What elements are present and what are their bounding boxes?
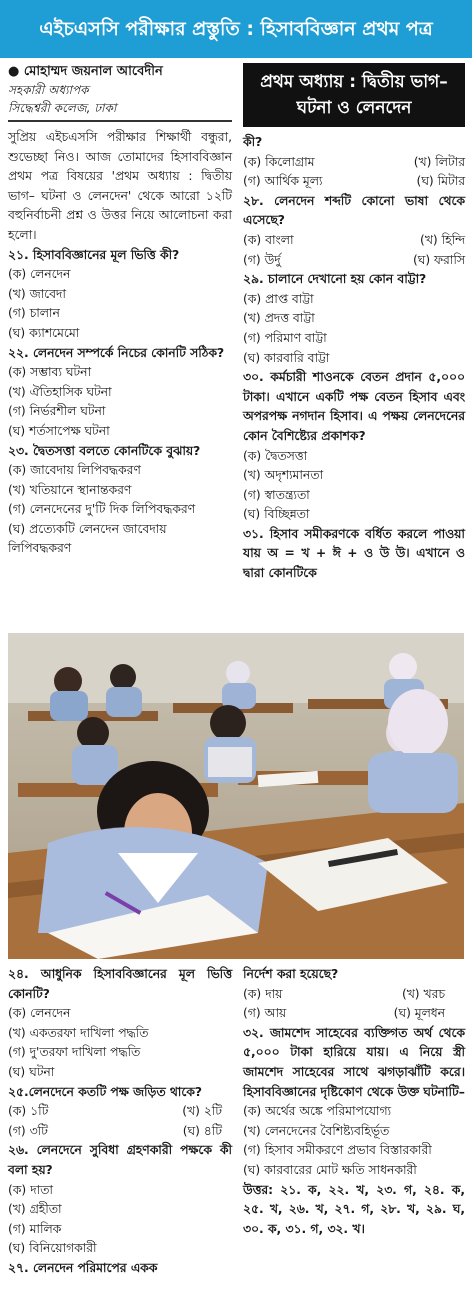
option: (ঘ) বিচ্ছিন্নতা bbox=[243, 507, 310, 522]
option: (গ) মালিক bbox=[8, 1221, 62, 1236]
option: (ক) লেনদেন bbox=[8, 267, 71, 282]
option: (গ) হিসাব সমীকরণে প্রভাব বিস্তারকারী bbox=[243, 1143, 432, 1158]
option: (গ) নির্ভরশীল ঘটনা bbox=[8, 404, 106, 419]
left-column bbox=[8, 63, 232, 559]
option: (ঘ) কারবারের মোট ক্ষতি সাধনকারী bbox=[243, 1162, 417, 1177]
author-role: সহকারী অধ্যাপক bbox=[8, 83, 89, 97]
question-26: ২৬. লেনদেনে সুবিধা গ্রহণকারী পক্ষকে কী বলা হয়? bbox=[8, 1143, 232, 1177]
option: (ঘ) প্রত্যেকটি লেনদেন জাবেদায় লিপিবদ্ধকরণ bbox=[8, 521, 167, 556]
exam-hall-photo bbox=[8, 633, 464, 959]
answer-key: উত্তর: ২১. ক, ২২. খ, ২৩. গ, ২৪. ক, ২৫. খ, ২৬. খ, ২৭. গ, ২৮. খ, ২৯. ঘ, ৩০. ক, ৩১. গ, ৩২. খ। bbox=[243, 1182, 465, 1236]
option: (ক) দায় bbox=[243, 986, 283, 1001]
question-28: ২৮. লেনদেন শব্দটি কোনো ভাষা থেকে এসেছে? bbox=[243, 193, 465, 228]
option: (খ) লেনদেনের বৈশিষ্ট্যবহির্ভূত bbox=[243, 1123, 390, 1138]
bottom-right-column bbox=[243, 965, 465, 1239]
option: (গ) দু'তরফা দাখিলা পদ্ধতি bbox=[8, 1045, 141, 1060]
question-21: ২১. হিসাববিজ্ঞানের মূল ভিত্তি কী? bbox=[8, 247, 180, 262]
option: (গ) আর্থিক মূল্য bbox=[243, 174, 323, 189]
option: (খ) প্রদত্ত বাট্টা bbox=[243, 311, 315, 326]
option-row bbox=[243, 1004, 465, 1024]
bottom-left-column bbox=[8, 965, 232, 1279]
option: (খ) গ্রহীতা bbox=[8, 1202, 62, 1217]
chapter-heading: প্রথম অধ্যায় : দ্বিতীয় ভাগ– ঘটনা ও লেনদেন bbox=[243, 63, 465, 127]
question-22: ২২. লেনদেন সম্পর্কে নিচের কোনটি সঠিক? bbox=[8, 345, 225, 360]
option: (গ) স্বাতন্ত্র্যতা bbox=[243, 487, 310, 502]
option: (খ) লিটার bbox=[413, 154, 465, 169]
author-college: সিদ্ধেশ্বরী কলেজ, ঢাকা bbox=[8, 101, 117, 115]
option-row bbox=[243, 172, 465, 192]
option: (ঘ) ক্যাশমেমো bbox=[8, 325, 80, 340]
option: (ক) কিলোগ্রাম bbox=[243, 154, 315, 169]
option-row bbox=[243, 231, 465, 251]
question-27-continued: কী? bbox=[243, 135, 263, 149]
option: (খ) অদৃশ্যমানতা bbox=[243, 468, 324, 483]
option-row bbox=[243, 985, 465, 1005]
option: (খ) জাবেদা bbox=[8, 286, 66, 301]
option: (ঘ) কারবারি বাট্টা bbox=[243, 350, 330, 365]
byline bbox=[8, 63, 232, 117]
option-row bbox=[243, 153, 465, 173]
question-31: ৩১. হিসাব সমীকরণকে বর্ধিত করলে পাওয়া যায় অ = খ + ঈ + ও উ উ। এখানে ও দ্বারা কোনটিকে bbox=[243, 526, 465, 581]
option: (ক) ১টি bbox=[8, 1104, 49, 1119]
option: (ঘ) মিটার bbox=[416, 174, 465, 189]
option-row bbox=[243, 251, 465, 271]
question-24: ২৪. আধুনিক হিসাববিজ্ঞানের মূল ভিত্তি কোনটি? bbox=[8, 967, 232, 1001]
question-23: ২৩. দ্বৈতসত্তা বলতে কোনটিকে বুঝায়? bbox=[8, 443, 201, 458]
option-row bbox=[8, 1122, 232, 1142]
option: (ঘ) ফরাসি bbox=[412, 252, 465, 267]
question-30: ৩০. কর্মচারী শাওনকে বেতন প্রদান ৫,০০০ টাকা। এখানে একটি পক্ষ বেতন হিসাব এবং অপরপক্ষ নগদান হিসাব। এ পক্ষয় লেনদেনের কোন বৈশিষ্ট্যের প্রকাশক? bbox=[243, 370, 465, 443]
option: (ক) প্রাপ্ত বাট্টা bbox=[243, 291, 314, 306]
option: (ঘ) ঘটনা bbox=[8, 1064, 55, 1079]
author-name: ● মোহাম্মদ জয়নাল আবেদীন bbox=[8, 64, 163, 79]
option: (ক) সম্ভাব্য ঘটনা bbox=[8, 365, 92, 380]
option: (গ) লেনদেনের দু'টি দিক লিপিবদ্ধকরণ bbox=[8, 502, 196, 517]
intro-text: সুপ্রিয় এইচএসসি পরীক্ষার শিক্ষার্থী বন্ধুরা, শুভেচ্ছা নিও। আজ তোমাদের হিসাববিজ্ঞান প্রথম পত্র বিষয়ের 'প্রথম অধ্যায় : দ্বিতীয় ভাগ– ঘটনা ও লেনদেন' থেকে আরো ১২টি বহুনির্বাচনী প্রশ্ন ও উত্তর নিয়ে আলোচনা করা হলো। bbox=[8, 130, 232, 242]
divider bbox=[8, 120, 232, 122]
option: (খ) খরচ bbox=[401, 986, 445, 1001]
option: (ঘ) বিনিয়োগকারী bbox=[8, 1241, 97, 1256]
option: (ক) দাতা bbox=[8, 1182, 53, 1197]
option: (গ) আয় bbox=[243, 1006, 287, 1021]
students-writing-exam-illustration bbox=[8, 633, 464, 959]
question-25: ২৫.লেনদেনে কতটি পক্ষ জড়িত থাকে? bbox=[8, 1084, 203, 1099]
option: (গ) উর্দু bbox=[243, 252, 281, 267]
question-29: ২৯. চালানে দেখানো হয় কোন বাট্টা? bbox=[243, 272, 427, 287]
option: (খ) হিন্দি bbox=[420, 232, 465, 247]
option: (ক) বাংলা bbox=[243, 232, 294, 247]
option: (ক) দ্বৈতসত্তা bbox=[243, 448, 308, 463]
question-31-continued: নির্দেশ করা হয়েছে? bbox=[243, 967, 339, 981]
option: (খ) খতিয়ানে স্থানান্তকরণ bbox=[8, 482, 132, 497]
option: (ঘ) শর্তসাপেক্ষ ঘটনা bbox=[8, 423, 110, 438]
option: (গ) চালান bbox=[8, 306, 60, 321]
option: (ঘ) মূলধন bbox=[393, 1006, 445, 1021]
option: (ঘ) ৪টি bbox=[182, 1123, 222, 1138]
option: (খ) ২টি bbox=[182, 1104, 222, 1119]
question-32: ৩২. জামশেদ সাহেবের ব্যক্তিগত অর্থ থেকে ৫,০০০ টাকা হারিয়ে যায়। এ নিয়ে স্ত্রী জামশেদ সাহেবের সাথে ঝগড়াঝাঁটি করে। হিসাববিজ্ঞানের দৃষ্টিকোণ থেকে উক্ত ঘটনাটি– bbox=[243, 1025, 465, 1099]
option-row bbox=[8, 1102, 232, 1122]
option: (খ) ঐতিহাসিক ঘটনা bbox=[8, 384, 112, 399]
option: (ক) জাবেদায় লিপিবদ্ধকরণ bbox=[8, 463, 141, 478]
question-27: ২৭. লেনদেন পরিমাপের একক bbox=[8, 1260, 158, 1275]
option: (গ) ৩টি bbox=[8, 1123, 48, 1138]
option: (ক) লেনদেন bbox=[8, 1006, 71, 1021]
page-banner: এইচএসসি পরীক্ষার প্রস্তুতি : হিসাববিজ্ঞান প্রথম পত্র bbox=[0, 0, 472, 58]
right-column bbox=[243, 63, 465, 584]
option: (ক) অর্থের অঙ্কে পরিমাপযোগ্য bbox=[243, 1104, 392, 1119]
option: (গ) পরিমাণ বাট্টা bbox=[243, 330, 327, 345]
option: (খ) একতরফা দাখিলা পদ্ধতি bbox=[8, 1025, 149, 1040]
